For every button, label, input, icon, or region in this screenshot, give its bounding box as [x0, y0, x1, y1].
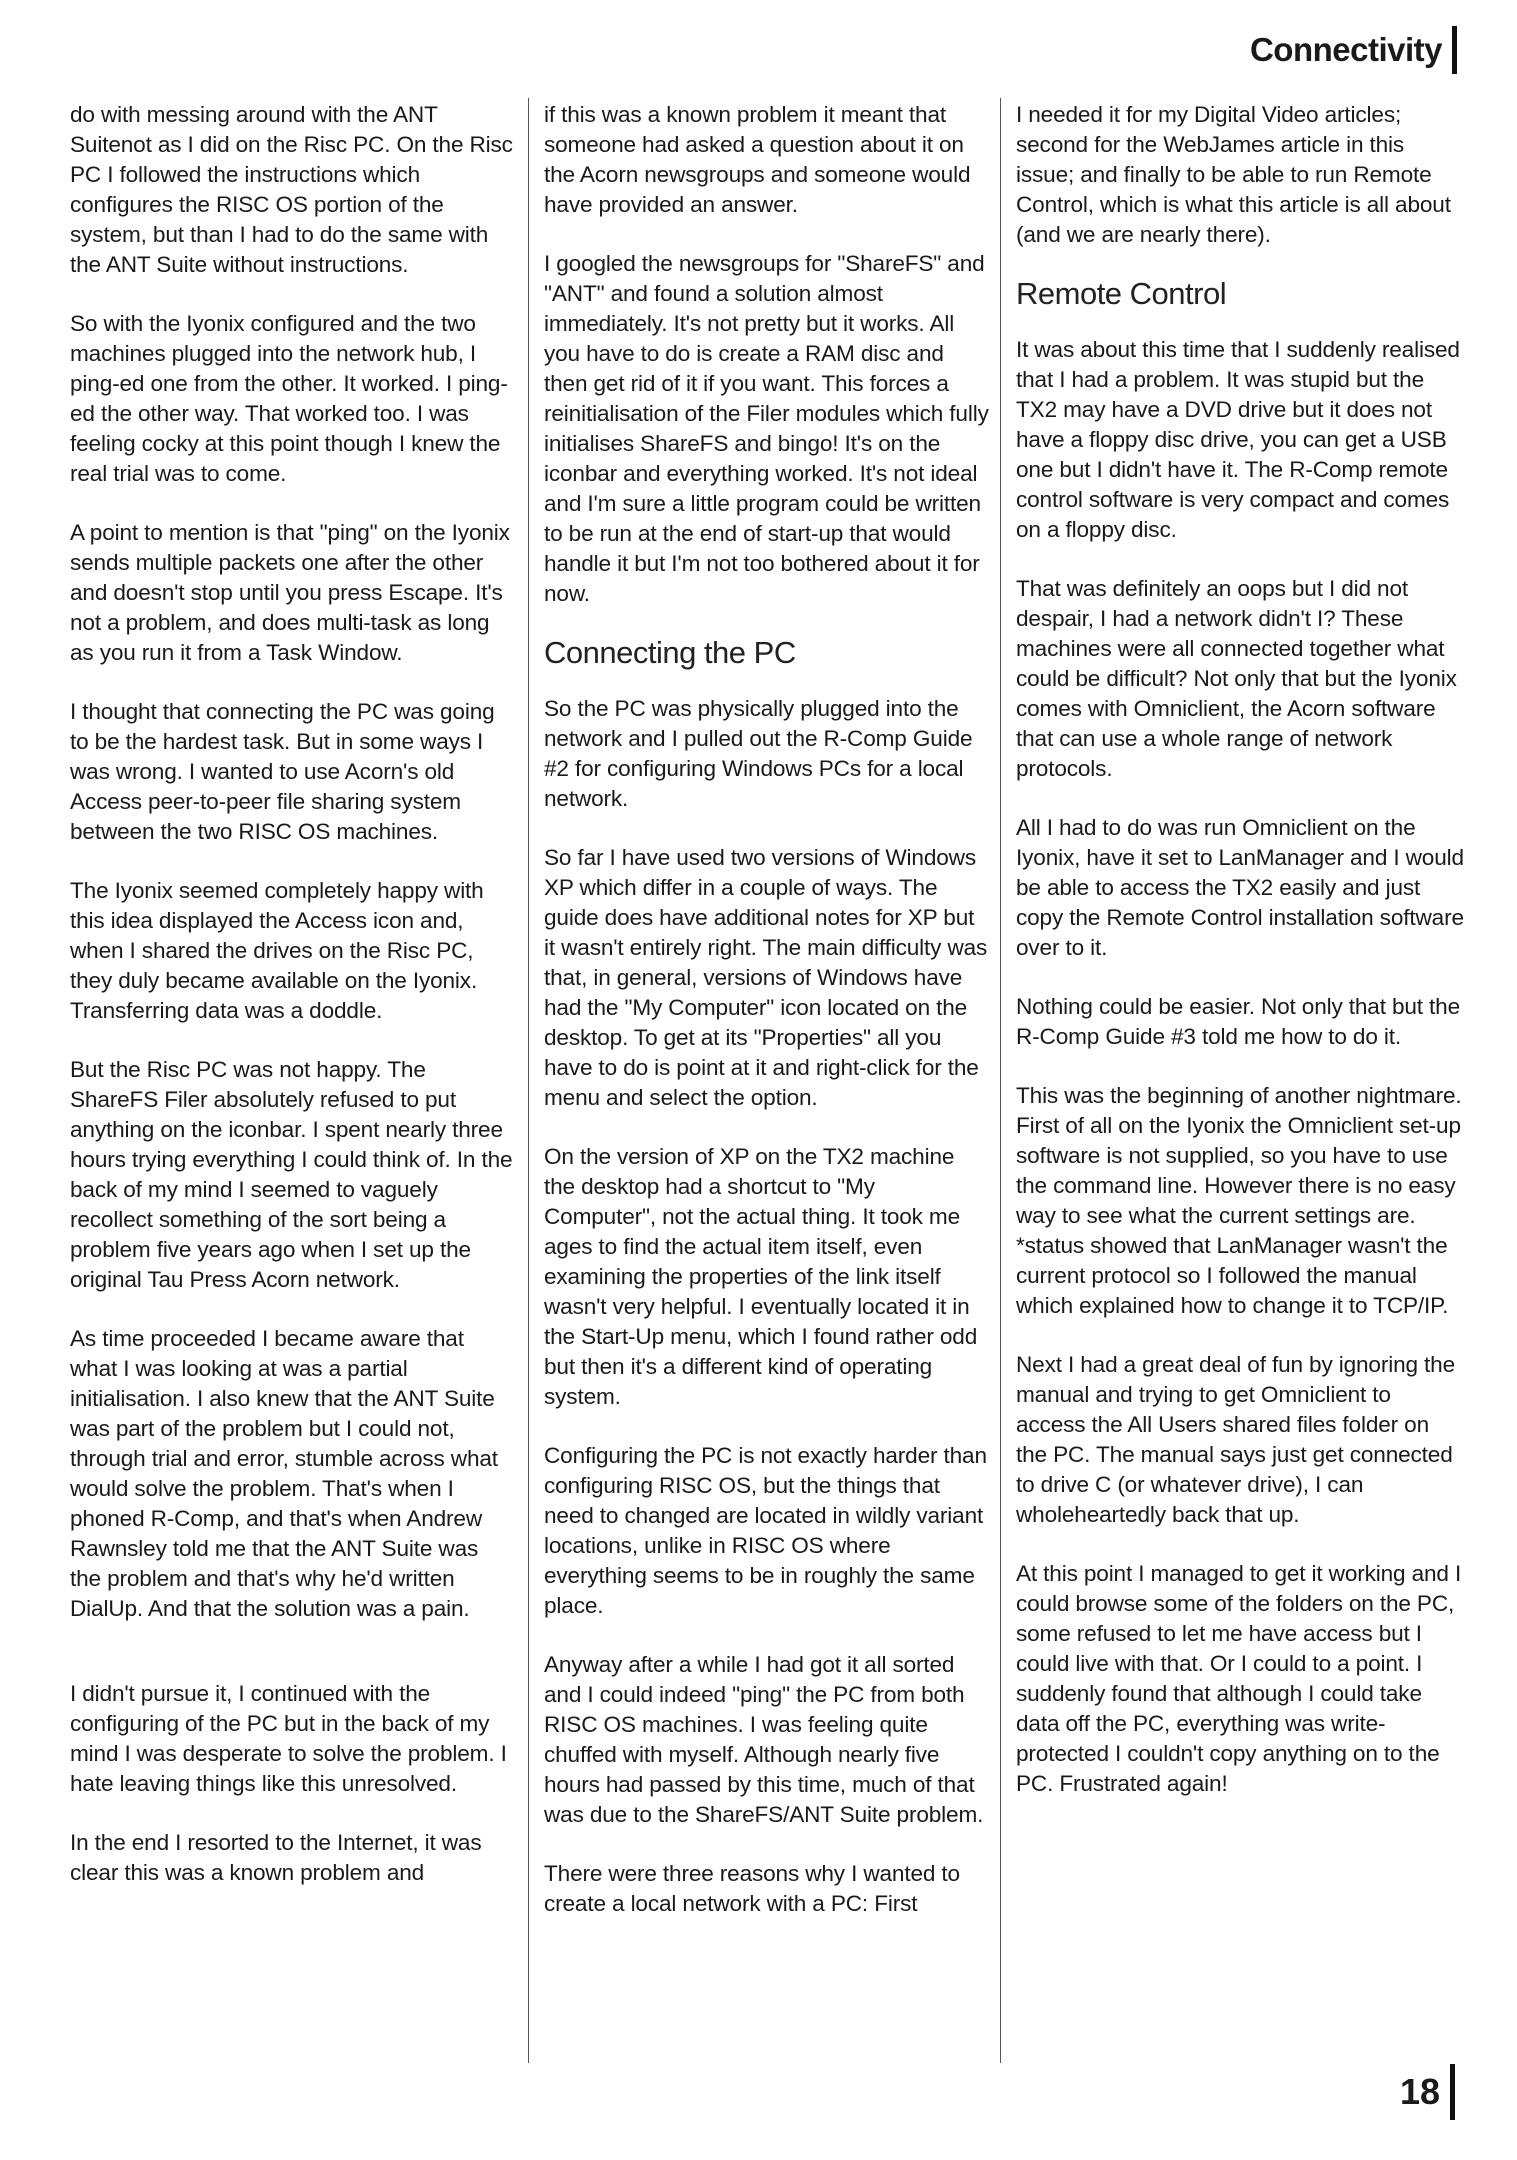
paragraph: So far I have used two versions of Windows XP which differ in a couple of ways. The guide does have additional notes for XP but it wasn't entirely right. The main difficulty was that, in general, versions of Windows have had the "My Computer" icon located on the desktop. To get at its "Properties" all you have to do is point at it and right-click for the menu and select the option. — [544, 845, 988, 1110]
subheading-connecting-the-pc: Connecting the PC — [544, 635, 796, 670]
paragraph: I thought that connecting the PC was going to be the hardest task. But in some ways I was wrong. I wanted to use Acorn's old Access peer-to-peer file sharing system between the two RISC OS machines. — [70, 699, 495, 844]
paragraph: do with messing around with the ANT Suitenot as I did on the Risc PC. On the Risc PC I followed the instructions which configures the RISC OS portion of the system, but than I had to do the same with the ANT Suite without instructions. — [70, 102, 513, 277]
paragraph: Configuring the PC is not exactly harder than configuring RISC OS, but the things that need to changed are located in wildly variant locations, unlike in RISC OS where everything seems to be in roughly the same place. — [544, 1443, 987, 1618]
paragraph: That was definitely an oops but I did not despair, I had a network didn't I? These machines were all connected together what could be difficult? Not only that but the Iyonix comes with Omniclient, the Acorn software that can use a whole range of network protocols. — [1016, 576, 1457, 781]
paragraph: So with the Iyonix configured and the two machines plugged into the network hub, I ping-ed one from the other. It worked. I ping-ed the other way. That worked too. I was feeling cocky at this point though I knew the real trial was to come. — [70, 311, 508, 486]
paragraph: It was about this time that I suddenly realised that I had a problem. It was stupid but the TX2 may have a DVD drive but it does not have a floppy disc drive, you can get a USB one but I didn't have it. The R-Comp remote control software is very compact and comes on a floppy disc. — [1016, 337, 1460, 542]
paragraph: The Iyonix seemed completely happy with this idea displayed the Access icon and, when I shared the drives on the Risc PC, they duly became available on the Iyonix. Transferring data was a doddle. — [70, 878, 484, 1023]
column-divider — [528, 98, 529, 2063]
section-header: Connectivity — [1250, 26, 1457, 74]
paragraph: On the version of XP on the TX2 machine the desktop had a shortcut to "My Computer", not the actual thing. It took me ages to find the actual item itself, even examining the properties of the link itself wasn't very helpful. I eventually located it in the Start-Up menu, which I found rather odd but then it's a different kind of operating system. — [544, 1144, 978, 1409]
paragraph: In the end I resorted to the Internet, it was clear this was a known problem and — [70, 1830, 482, 1885]
column-divider — [1000, 98, 1001, 2063]
paragraph: All I had to do was run Omniclient on the Iyonix, have it set to LanManager and I would be able to access the TX2 easily and just copy the Remote Control installation software over to it. — [1016, 815, 1464, 960]
paragraph: So the PC was physically plugged into the network and I pulled out the R-Comp Guide #2 for configuring Windows PCs for a local network. — [544, 696, 973, 811]
column-1 — [70, 100, 515, 1917]
paragraph: I didn't pursue it, I continued with the configuring of the PC but in the back of my mind I was desperate to solve the problem. I hate leaving things like this unresolved. — [70, 1681, 507, 1796]
column-2 — [544, 100, 989, 1948]
paragraph: Next I had a great deal of fun by ignoring the manual and trying to get Omniclient to access the All Users shared files folder on the PC. The manual says just get connected to drive C (or whatever drive), I can wholeheartedly back that up. — [1016, 1352, 1455, 1527]
paragraph: I googled the newsgroups for "ShareFS" and "ANT" and found a solution almost immediately. It's not pretty but it works. All you have to do is create a RAM disc and then get rid of it if you want. This forces a reinitialisation of the Filer modules which fully initialises ShareFS and bingo! It's on the iconbar and everything worked. It's not ideal and I'm sure a little program could be written to be run at the end of start-up that would handle it but I'm not too bothered about it for now. — [544, 251, 989, 606]
paragraph: But the Risc PC was not happy. The ShareFS Filer absolutely refused to put anything on the iconbar. I spent nearly three hours trying everything I could think of. In the back of my mind I seemed to vaguely recollect something of the sort being a problem five years ago when I set up the original Tau Press Acorn network. — [70, 1057, 513, 1292]
paragraph: As time proceeded I became aware that what I was looking at was a partial initialisation. I also knew that the ANT Suite was part of the problem but I could not, through trial and error, stumble across what would solve the problem. That's when I phoned R-Comp, and that's when Andrew Rawnsley told me that the ANT Suite was the problem and that's why he'd written DialUp. And that the solution was a pain. — [70, 1326, 498, 1621]
paragraph: Nothing could be easier. Not only that but the R-Comp Guide #3 told me how to do it. — [1016, 994, 1461, 1049]
column-3 — [1016, 100, 1466, 1828]
paragraph: This was the beginning of another nightmare. First of all on the Iyonix the Omniclient set-up software is not supplied, so you have to use the command line. However there is no easy way to see what the current settings are. *status showed that LanManager wasn't the current protocol so I followed the manual which explained how to change it to TCP/IP. — [1016, 1083, 1462, 1318]
paragraph: Anyway after a while I had got it all sorted and I could indeed "ping" the PC from both RISC OS machines. I was feeling quite chuffed with myself. Although nearly five hours had passed by this time, much of that was due to the ShareFS/ANT Suite problem. — [544, 1652, 984, 1827]
paragraph: A point to mention is that "ping" on the Iyonix sends multiple packets one after the other and doesn't stop until you press Escape. It's not a problem, and does multi-task as long as you run it from a Task Window. — [70, 520, 510, 665]
paragraph: At this point I managed to get it working and I could browse some of the folders on the PC, some refused to let me have access but I could live with that. Or I could to a point. I suddenly found that although I could take data off the PC, everything was write-protected I couldn't copy anything on to the PC. Frustrated again! — [1016, 1561, 1462, 1796]
paragraph: if this was a known problem it meant that someone had asked a question about it on the Acorn newsgroups and someone would have provided an answer. — [544, 102, 971, 217]
paragraph: I needed it for my Digital Video articles; second for the WebJames article in this issue; and finally to be able to run Remote Control, which is what this article is all about (and we are nearly there). — [1016, 102, 1451, 247]
paragraph: There were three reasons why I wanted to create a local network with a PC: First — [544, 1861, 960, 1916]
page-number: 18 — [1400, 2064, 1455, 2120]
subheading-remote-control: Remote Control — [1016, 276, 1227, 311]
